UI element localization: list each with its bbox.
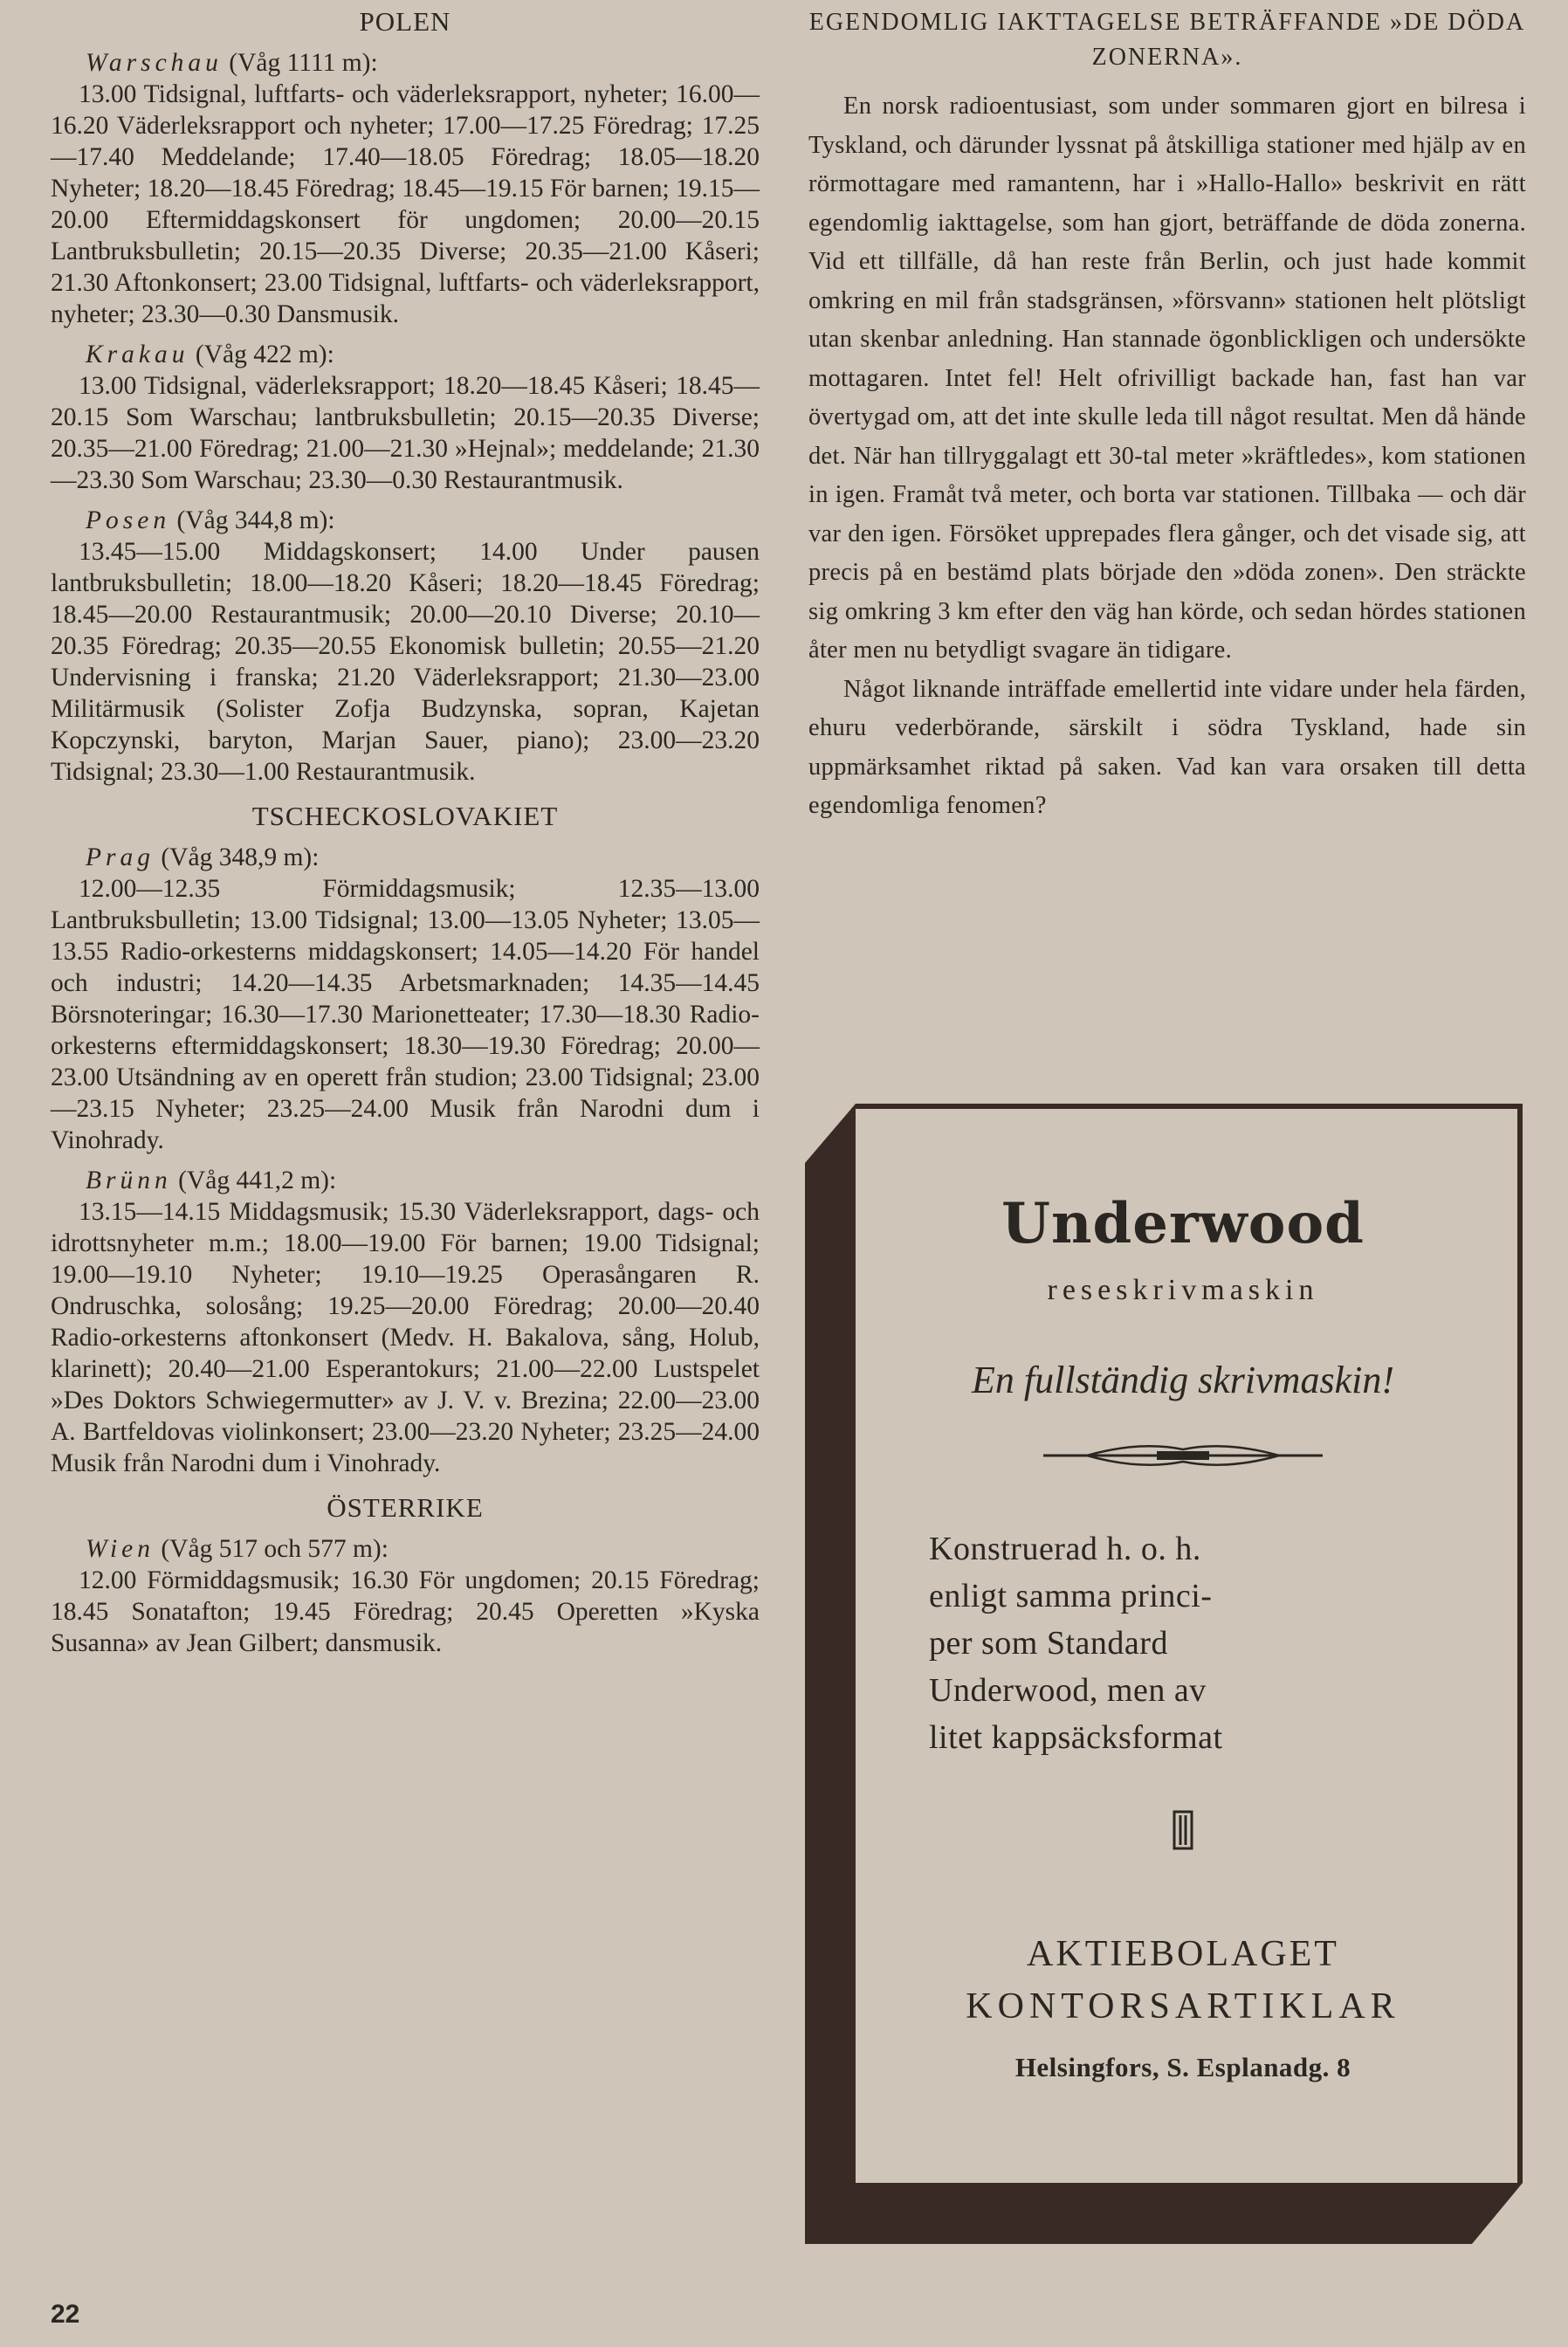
station-header-brunn [86, 1165, 760, 1196]
section-heading-osterrike: ÖSTERRIKE [327, 1492, 484, 1523]
station-header-posen [86, 505, 760, 536]
station-name: Prag [86, 843, 155, 871]
article-column [808, 5, 1526, 826]
station-wave: (Våg 348,9 m): [161, 843, 320, 871]
station-name: Warschau [86, 49, 223, 77]
ad-slogan: En fullständig skrivmaskin! [972, 1359, 1394, 1401]
station-wave: (Våg 441,2 m): [178, 1167, 337, 1194]
article-paragraph-1: En norsk radioentusiast, som under sommaren gjort en bilresa i Tyskland, och därunder lyssnat på åtskilliga stationer med hjälp av en rörmottagare med ramantenn, har i »Hallo-Hallo» beskrivit en rätt egendomlig iakttagelse, som han gjort, beträffande de döda zonerna. Vid ett tillfälle, då han reste från Berlin, och just hade kommit omkring en mil från stadsgränsen, »försvann» stationen helt plötsligt utan skenbar anledning. Han stannade ögonblickligen och undersökte mottagaren. Intet fel! Helt ofrivilligt backade han, fast han var övertygad om, att det inte skulle leda till något resultat. Men då hände det. När han tillryggalagt ett 30-tal meter »kräftledes», kom stationen in igen. Framåt två meter, och borta var stationen. Tillbaka — och där var den igen. Försöket upprepades flera gånger, och det visade sig, att precis på en bestämd plats började den »döda zonen». Den sträckte sig omkring 3 km efter den väg han körde, och sedan hördes stationen åter men nu betydligt svagare än tidigare. [808, 93, 1526, 664]
section-heading-polen: POLEN [359, 6, 451, 37]
ad-address: Helsingfors, S. Esplanadg. 8 [1014, 2052, 1351, 2082]
ad-desc-line: per som Standard [929, 1625, 1168, 1662]
station-header-warschau [86, 47, 760, 79]
station-program-brunn: 13.15—14.15 Middagsmusik; 15.30 Väderleksrapport, dags- och idrottsnyheter m.m.; 18.00—19.00 För barnen; 19.00 Tidsignal; 19.00—19.10 Nyheter; 19.10—19.25 Operasångaren R. Ondruschka, solosång; 19.25—20.00 Föredrag; 20.00—20.40 Radio-orkesterns aftonkonsert (Medv. H. Bakalova, sång, Holub, klarinett); 20.40—21.00 Esperantokurs; 21.00—22.00 Lustspelet »Des Doktors Schwiegermutter» av J. V. v. Brezina; 22.00—23.00 A. Bartfeldovas violinkonsert; 23.00—23.20 Nyheter; 23.25—24.00 Musik från Narodni dum i Vinohrady. [51, 1198, 760, 1477]
station-name: Posen [86, 506, 171, 534]
station-program-krakau: 13.00 Tidsignal, väderleksrapport; 18.20—18.45 Kåseri; 18.45—20.15 Som Warschau; lantbruksbulletin; 20.15—20.35 Diverse; 20.35—21.00 Föredrag; 21.00—21.30 »Hejnal»; meddelande; 21.30—23.30 Som Warschau; 23.30—0.30 Restaurantmusik. [51, 372, 760, 494]
station-wave: (Våg 1111 m): [229, 49, 378, 77]
station-wave: (Våg 422 m): [195, 341, 334, 368]
ad-brand: Underwood [1001, 1191, 1365, 1256]
station-program-posen: 13.45—15.00 Middagskonsert; 14.00 Under pausen lantbruksbulletin; 18.00—18.20 Kåseri; 18.20—18.45 Föredrag; 18.45—20.00 Restaurantmusik; 20.00—20.10 Diverse; 20.10—20.35 Föredrag; 20.35—20.55 Ekonomisk bulletin; 20.55—21.20 Undervisning i franska; 21.20 Väderleksrapport; 21.30—23.00 Militärmusik (Solister Zofja Budzynska, sopran, Kajetan Kopczynski, baryton, Marjan Sauer, piano); 23.00—23.20 Tidsignal; 23.30—1.00 Restaurantmusik. [51, 538, 760, 786]
section-heading-tjeckoslovakiet: TSCHECKOSLOVAKIET [251, 801, 559, 831]
ad-subtitle: reseskrivmaskin [1047, 1274, 1319, 1306]
station-wave: (Våg 344,8 m): [176, 506, 335, 534]
station-program-prag: 12.00—12.35 Förmiddagsmusik; 12.35—13.00 Lantbruksbulletin; 13.00 Tidsignal; 13.00—13.05 Nyheter; 13.05—13.55 Radio-orkesterns middagskonsert; 14.05—14.20 För handel och industri; 14.20—14.35 Arbetsmarknaden; 14.35—14.45 Börsnoteringar; 16.30—17.30 Marionetteater; 17.30—18.30 Radio-orkesterns eftermiddagskonsert; 18.30—19.30 Föredrag; 20.00—23.00 Utsändning av en operett från studion; 23.00 Tidsignal; 23.00—23.15 Nyheter; 23.25—24.00 Musik från Narodni dum i Vinohrady. [51, 875, 760, 1154]
station-wave: (Våg 517 och 577 m): [161, 1535, 389, 1563]
ad-company-line2: KONTORSARTIKLAR [966, 1986, 1400, 2027]
ad-content [859, 1130, 1507, 2169]
ad-desc-line: litet kappsäcksformat [929, 1719, 1223, 1756]
ad-company-line1: AKTIEBOLAGET [1027, 1934, 1339, 1974]
article-paragraph-2: Något liknande inträffade emellertid inte vidare under hela färden, ehuru vederbörande, särskilt i södra Tyskland, hade sin uppmärksamhet riktad på saken. Vad kan vara orsaken till detta egendomliga fenomen? [808, 675, 1526, 819]
ad-desc-line: Underwood, men av [929, 1672, 1207, 1709]
ornament-divider-icon [859, 1441, 1507, 1475]
radio-program-column [51, 5, 760, 1659]
article-title: EGENDOMLIG IAKTTAGELSE BETRÄFFANDE »DE DÖDA ZONERNA». [808, 9, 1526, 71]
page-number: 22 [51, 2300, 80, 2329]
station-name: Wien [86, 1535, 155, 1563]
typewriter-mark-icon [859, 1810, 1507, 1855]
station-header-prag [86, 842, 760, 873]
station-name: Krakau [86, 341, 189, 368]
station-header-wien [86, 1533, 760, 1565]
station-header-krakau [86, 339, 760, 370]
station-program-warschau: 13.00 Tidsignal, luftfarts- och väderleksrapport, nyheter; 16.00—16.20 Väderleksrapport och nyheter; 17.00—17.25 Föredrag; 17.25—17.40 Meddelande; 17.40—18.05 Föredrag; 18.05—18.20 Nyheter; 18.20—18.45 Föredrag; 18.45—19.15 För barnen; 19.15—20.00 Eftermiddagskonsert för ungdomen; 20.00—20.15 Lantbruksbulletin; 20.15—20.35 Diverse; 20.35—21.00 Kåseri; 21.30 Aftonkonsert; 23.00 Tidsignal, luftfarts- och väderleksrapport, nyheter; 23.30—0.30 Dansmusik. [51, 80, 760, 328]
underwood-advertisement [805, 1104, 1523, 2244]
station-name: Brünn [86, 1167, 172, 1194]
ad-desc-line: enligt samma princi- [929, 1578, 1213, 1614]
station-program-wien: 12.00 Förmiddagsmusik; 16.30 För ungdomen; 20.15 Föredrag; 18.45 Sonatafton; 19.45 Föredrag; 20.45 Operetten »Kyska Susanna» av Jean Gilbert; dansmusik. [51, 1566, 760, 1657]
ad-description [929, 1525, 1507, 1761]
ad-desc-line: Konstruerad h. o. h. [929, 1531, 1201, 1567]
